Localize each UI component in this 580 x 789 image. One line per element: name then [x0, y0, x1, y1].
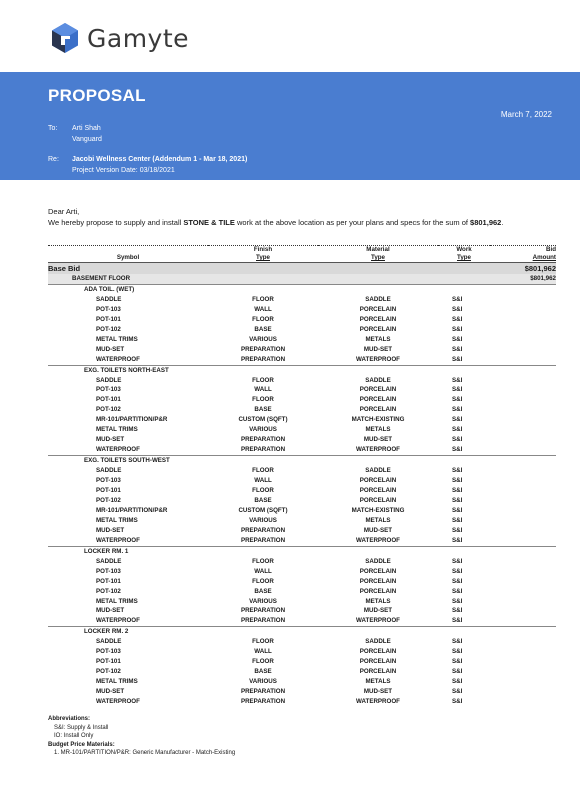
symbol-cell: POT-102 [96, 587, 121, 595]
material-cell: MUD-SET [363, 607, 393, 615]
work-cell: S&I [452, 648, 463, 656]
symbol-cell: WATERPROOF [96, 536, 140, 544]
finish-cell: FLOOR [252, 577, 274, 585]
work-cell: S&I [452, 305, 463, 313]
bid-cell [490, 577, 556, 587]
work-cell: S&I [452, 688, 463, 696]
bid-cell [490, 606, 556, 616]
finish-cell: WALL [254, 567, 272, 575]
table-row [48, 476, 556, 486]
floor-row [48, 274, 556, 284]
recipient-name: Arti Shah [72, 125, 101, 132]
base-bid-label: Base Bid [48, 263, 490, 275]
finish-cell: CUSTOM (SQFT) [238, 416, 288, 424]
symbol-cell: METAL TRIMS [96, 426, 138, 434]
table-row [48, 466, 556, 476]
bid-cell [490, 667, 556, 677]
table-row [48, 597, 556, 607]
symbol-cell: POT-103 [96, 305, 121, 313]
table-row [48, 445, 556, 455]
subject-block [48, 154, 247, 176]
bid-cell [490, 435, 556, 445]
bid-cell [490, 476, 556, 486]
symbol-cell: METAL TRIMS [96, 597, 138, 605]
finish-cell: WALL [254, 648, 272, 656]
work-cell: S&I [452, 526, 463, 534]
material-cell: PORCELAIN [359, 315, 397, 323]
finish-cell: FLOOR [252, 295, 274, 303]
table-row [48, 355, 556, 365]
material-cell: METALS [365, 597, 391, 605]
finish-cell: BASE [254, 668, 272, 676]
bid-cell [490, 697, 556, 707]
material-cell: PORCELAIN [359, 567, 397, 575]
group-label: EXG. TOILETS NORTH-EAST [48, 365, 556, 375]
bid-cell [490, 335, 556, 345]
material-cell: PORCELAIN [359, 587, 397, 595]
group-row [48, 627, 556, 637]
budget-title: Budget Price Materials: [48, 741, 115, 748]
bid-cell [490, 587, 556, 597]
work-cell: S&I [452, 577, 463, 585]
material-cell: METALS [365, 516, 391, 524]
table-row [48, 376, 556, 386]
finish-cell: PREPARATION [240, 698, 286, 706]
material-cell: PORCELAIN [359, 487, 397, 495]
work-cell: S&I [452, 658, 463, 666]
material-cell: MUD-SET [363, 688, 393, 696]
work-cell: S&I [452, 335, 463, 343]
symbol-cell: POT-101 [96, 487, 121, 495]
greeting: Dear Arti, [48, 207, 80, 216]
table-row [48, 516, 556, 526]
group-label: LOCKER RM. 1 [48, 546, 556, 556]
material-cell: SADDLE [365, 557, 391, 565]
intro-text-1: We hereby propose to supply and install [48, 218, 184, 227]
bid-cell [490, 616, 556, 626]
table-row [48, 305, 556, 315]
bid-cell [490, 687, 556, 697]
budget-item: 1. MR-101/PARTITION/P&R: Generic Manufacturer - Match-Existing [54, 750, 236, 756]
table-row [48, 335, 556, 345]
work-cell: S&I [452, 467, 463, 475]
finish-cell: PREPARATION [240, 345, 286, 353]
finish-cell: CUSTOM (SQFT) [238, 506, 288, 514]
intro-paragraph [48, 206, 558, 228]
material-cell: WATERPROOF [356, 446, 400, 454]
material-cell: MUD-SET [363, 345, 393, 353]
table-row [48, 587, 556, 597]
bid-cell [490, 445, 556, 455]
footnotes [48, 715, 235, 758]
work-cell: S&I [452, 567, 463, 575]
symbol-cell: POT-102 [96, 668, 121, 676]
finish-cell: FLOOR [252, 315, 274, 323]
work-cell: S&I [452, 678, 463, 686]
work-cell: S&I [452, 557, 463, 565]
work-cell: S&I [452, 617, 463, 625]
symbol-cell: WATERPROOF [96, 355, 140, 363]
abbreviation-item: IO: Install Only [54, 733, 94, 739]
group-label: EXG. TOILETS SOUTH-WEST [48, 456, 556, 466]
work-cell: S&I [452, 506, 463, 514]
work-cell: S&I [452, 295, 463, 303]
symbol-cell: METAL TRIMS [96, 516, 138, 524]
table-row [48, 637, 556, 647]
finish-cell: VARIOUS [249, 597, 277, 605]
bid-cell [490, 536, 556, 546]
bid-cell [490, 325, 556, 335]
work-scope: STONE & TILE [183, 218, 235, 227]
to-label: To: [48, 125, 58, 132]
finish-cell: FLOOR [252, 467, 274, 475]
work-cell: S&I [452, 638, 463, 646]
finish-cell: PREPARATION [240, 607, 286, 615]
bid-cell [490, 647, 556, 657]
work-cell: S&I [452, 698, 463, 706]
col-finish: Finish Type [253, 246, 273, 261]
work-cell: S&I [452, 446, 463, 454]
group-label: LOCKER RM. 2 [48, 627, 556, 637]
material-cell: PORCELAIN [359, 325, 397, 333]
finish-cell: PREPARATION [240, 688, 286, 696]
symbol-cell: SADDLE [96, 295, 122, 303]
material-cell: WATERPROOF [356, 355, 400, 363]
material-cell: WATERPROOF [356, 698, 400, 706]
symbol-cell: MUD-SET [96, 607, 125, 615]
base-bid-row [48, 263, 556, 275]
bid-cell [490, 637, 556, 647]
work-cell: S&I [452, 536, 463, 544]
table-header-row [48, 246, 556, 263]
finish-cell: BASE [254, 325, 272, 333]
finish-cell: VARIOUS [249, 335, 277, 343]
recipient-company: Vanguard [72, 136, 102, 143]
symbol-cell: SADDLE [96, 557, 122, 565]
proposal-banner [0, 72, 580, 180]
material-cell: PORCELAIN [359, 658, 397, 666]
material-cell: PORCELAIN [359, 386, 397, 394]
material-cell: PORCELAIN [359, 577, 397, 585]
table-row [48, 677, 556, 687]
symbol-cell: POT-103 [96, 648, 121, 656]
material-cell: METALS [365, 678, 391, 686]
bid-cell [490, 425, 556, 435]
work-cell: S&I [452, 587, 463, 595]
bid-cell [490, 486, 556, 496]
table-row [48, 697, 556, 707]
work-cell: S&I [452, 315, 463, 323]
symbol-cell: MUD-SET [96, 436, 125, 444]
bid-cell [490, 385, 556, 395]
symbol-cell: SADDLE [96, 467, 122, 475]
bid-cell [490, 305, 556, 315]
material-cell: METALS [365, 335, 391, 343]
cube-logo-icon [48, 21, 82, 55]
bid-cell [490, 557, 556, 567]
table-row [48, 606, 556, 616]
col-material: Material Type [366, 246, 390, 261]
intro-sentence [48, 217, 558, 228]
group-row [48, 365, 556, 375]
finish-cell: WALL [254, 305, 272, 313]
recipient-block [48, 123, 102, 145]
symbol-cell: WATERPROOF [96, 698, 140, 706]
work-cell: S&I [452, 325, 463, 333]
material-cell: SADDLE [365, 376, 391, 384]
table-row [48, 557, 556, 567]
floor-label: BASEMENT FLOOR [48, 274, 490, 284]
symbol-cell: METAL TRIMS [96, 678, 138, 686]
project-version: Project Version Date: 03/18/2021 [72, 167, 175, 174]
bid-cell [490, 506, 556, 516]
material-cell: PORCELAIN [359, 396, 397, 404]
finish-cell: PREPARATION [240, 446, 286, 454]
group-row [48, 456, 556, 466]
material-cell: WATERPROOF [356, 536, 400, 544]
material-cell: SADDLE [365, 638, 391, 646]
symbol-cell: POT-102 [96, 406, 121, 414]
table-row [48, 385, 556, 395]
bid-cell [490, 315, 556, 325]
bid-cell [490, 567, 556, 577]
finish-cell: FLOOR [252, 557, 274, 565]
table-row [48, 405, 556, 415]
table-row [48, 496, 556, 506]
base-bid-amount: $801,962 [490, 263, 556, 275]
finish-cell: FLOOR [252, 396, 274, 404]
finish-cell: PREPARATION [240, 526, 286, 534]
work-cell: S&I [452, 668, 463, 676]
finish-cell: VARIOUS [249, 426, 277, 434]
work-cell: S&I [452, 496, 463, 504]
symbol-cell: MUD-SET [96, 526, 125, 534]
bid-cell [490, 376, 556, 386]
finish-cell: FLOOR [252, 487, 274, 495]
finish-cell: PREPARATION [240, 355, 286, 363]
material-cell: MATCH-EXISTING [351, 416, 405, 424]
table-row [48, 526, 556, 536]
work-cell: S&I [452, 597, 463, 605]
table-row [48, 325, 556, 335]
table-row [48, 647, 556, 657]
symbol-cell: SADDLE [96, 638, 122, 646]
work-cell: S&I [452, 426, 463, 434]
table-row [48, 425, 556, 435]
work-cell: S&I [452, 516, 463, 524]
bid-cell [490, 345, 556, 355]
material-cell: PORCELAIN [359, 496, 397, 504]
floor-amount: $801,962 [490, 274, 556, 284]
finish-cell: FLOOR [252, 658, 274, 666]
bid-cell [490, 395, 556, 405]
proposal-sum: $801,962 [470, 218, 502, 227]
work-cell: S&I [452, 607, 463, 615]
brand-logo [48, 20, 189, 56]
table-row [48, 345, 556, 355]
work-cell: S&I [452, 436, 463, 444]
table-row [48, 315, 556, 325]
table-row [48, 567, 556, 577]
work-cell: S&I [452, 477, 463, 485]
symbol-cell: MR-101/PARTITION/P&R [96, 416, 168, 424]
group-label: ADA TOIL. (WET) [48, 284, 556, 294]
work-cell: S&I [452, 376, 463, 384]
group-row [48, 284, 556, 294]
symbol-cell: METAL TRIMS [96, 335, 138, 343]
bid-cell [490, 677, 556, 687]
table-row [48, 395, 556, 405]
table-row [48, 616, 556, 626]
finish-cell: FLOOR [252, 376, 274, 384]
symbol-cell: POT-101 [96, 315, 121, 323]
finish-cell: BASE [254, 406, 272, 414]
symbol-cell: POT-103 [96, 567, 121, 575]
symbol-cell: POT-102 [96, 496, 121, 504]
material-cell: PORCELAIN [359, 668, 397, 676]
symbol-cell: POT-101 [96, 658, 121, 666]
bid-cell [490, 516, 556, 526]
material-cell: PORCELAIN [359, 305, 397, 313]
finish-cell: PREPARATION [240, 617, 286, 625]
bid-cell [490, 526, 556, 536]
bid-cell [490, 295, 556, 305]
work-cell: S&I [452, 396, 463, 404]
material-cell: METALS [365, 426, 391, 434]
symbol-cell: MUD-SET [96, 345, 125, 353]
col-work: Work Type [456, 246, 472, 261]
col-symbol: Symbol [116, 254, 140, 261]
material-cell: MATCH-EXISTING [351, 506, 405, 514]
symbol-cell: MUD-SET [96, 688, 125, 696]
symbol-cell: POT-103 [96, 386, 121, 394]
col-bid: Bid Amount [532, 246, 556, 261]
bid-cell [490, 415, 556, 425]
bid-cell [490, 657, 556, 667]
finish-cell: BASE [254, 587, 272, 595]
work-cell: S&I [452, 406, 463, 414]
proposal-date: March 7, 2022 [500, 110, 552, 119]
work-cell: S&I [452, 416, 463, 424]
symbol-cell: SADDLE [96, 376, 122, 384]
bid-cell [490, 355, 556, 365]
table-row [48, 577, 556, 587]
material-cell: PORCELAIN [359, 477, 397, 485]
table-row [48, 486, 556, 496]
material-cell: SADDLE [365, 295, 391, 303]
abbreviation-item: S&I: Supply & Install [54, 724, 109, 731]
table-row [48, 295, 556, 305]
symbol-cell: POT-101 [96, 577, 121, 585]
finish-cell: VARIOUS [249, 516, 277, 524]
finish-cell: PREPARATION [240, 436, 286, 444]
symbol-cell: POT-102 [96, 325, 121, 333]
material-cell: SADDLE [365, 467, 391, 475]
symbol-cell: POT-101 [96, 396, 121, 404]
material-cell: PORCELAIN [359, 648, 397, 656]
intro-text-2: work at the above location as per your plans and specs for the sum of [234, 218, 471, 227]
work-cell: S&I [452, 487, 463, 495]
table-row [48, 687, 556, 697]
table-row [48, 536, 556, 546]
material-cell: MUD-SET [363, 436, 393, 444]
bid-cell [490, 405, 556, 415]
page-title: PROPOSAL [48, 86, 146, 105]
bid-cell [490, 496, 556, 506]
symbol-cell: POT-103 [96, 477, 121, 485]
project-name: Jacobi Wellness Center (Addendum 1 - Mar 18, 2021) [72, 156, 248, 163]
re-label: Re: [48, 156, 59, 163]
group-row [48, 546, 556, 556]
table-row [48, 506, 556, 516]
work-cell: S&I [452, 355, 463, 363]
bid-cell [490, 466, 556, 476]
finish-cell: PREPARATION [240, 536, 286, 544]
intro-text-3: . [501, 218, 504, 227]
bid-table [48, 245, 556, 707]
symbol-cell: WATERPROOF [96, 446, 140, 454]
material-cell: PORCELAIN [359, 406, 397, 414]
brand-name: Gamyte [87, 23, 190, 53]
table-row [48, 657, 556, 667]
table-row [48, 415, 556, 425]
symbol-cell: WATERPROOF [96, 617, 140, 625]
table-row [48, 667, 556, 677]
finish-cell: WALL [254, 386, 272, 394]
finish-cell: FLOOR [252, 638, 274, 646]
work-cell: S&I [452, 386, 463, 394]
material-cell: MUD-SET [363, 526, 393, 534]
table-row [48, 435, 556, 445]
work-cell: S&I [452, 345, 463, 353]
abbreviations-title: Abbreviations: [48, 716, 91, 722]
symbol-cell: MR-101/PARTITION/P&R [96, 506, 168, 514]
bid-cell [490, 597, 556, 607]
finish-cell: WALL [254, 477, 272, 485]
material-cell: WATERPROOF [356, 617, 400, 625]
finish-cell: BASE [254, 496, 272, 504]
finish-cell: VARIOUS [249, 678, 277, 686]
